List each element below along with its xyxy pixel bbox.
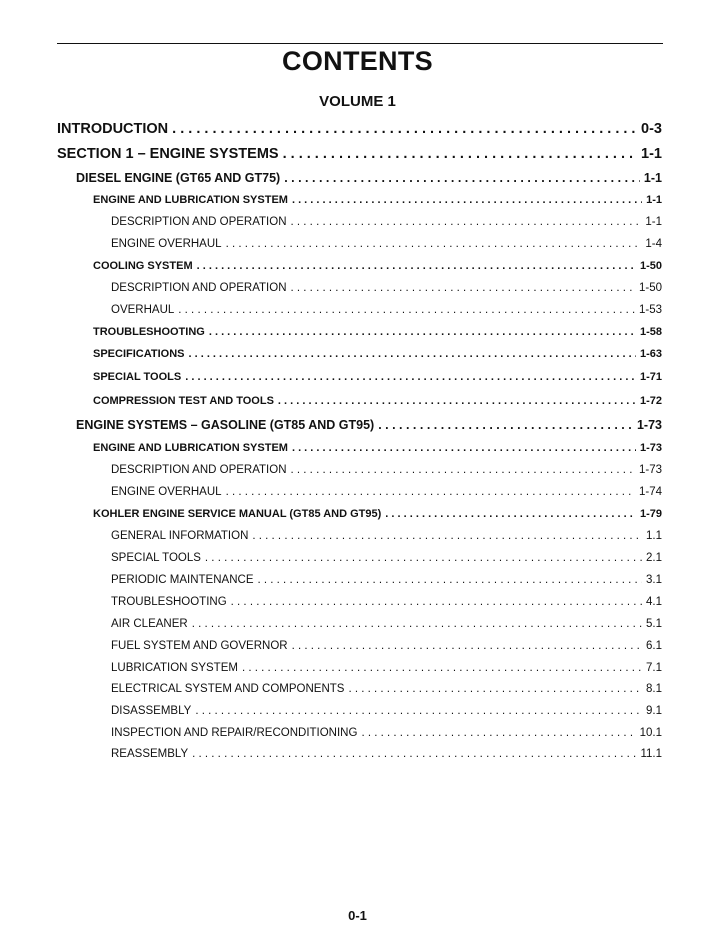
toc-entry[interactable] [111,552,662,564]
toc-leader-dots [242,662,642,674]
toc-entry-page: 1-73 [638,464,662,476]
toc-entry-label: OVERHAUL [111,304,175,316]
toc-entry-page: 1-1 [645,216,662,228]
toc-entry[interactable] [93,371,662,383]
toc-entry[interactable] [111,464,662,476]
toc-entry[interactable] [111,748,662,760]
toc-entry[interactable] [111,304,662,316]
toc-leader-dots [188,348,635,360]
toc-entry-page: 11.1 [640,748,662,760]
toc-entry-label: TROUBLESHOOTING [111,596,227,608]
toc-entry[interactable] [93,442,662,454]
toc-entry-label: ENGINE OVERHAUL [111,486,222,498]
toc-entry[interactable] [76,418,662,432]
toc-entry-page: 1-53 [638,304,662,316]
toc-leader-dots [284,171,640,185]
toc-entry-page: 1-58 [639,326,662,338]
toc-entry-label: ENGINE SYSTEMS – GASOLINE (GT85 AND GT95) [76,418,375,432]
toc-leader-dots [291,464,635,476]
toc-leader-dots [185,371,636,383]
toc-entry-label: DESCRIPTION AND OPERATION [111,282,287,294]
toc-leader-dots [192,748,636,760]
toc-entry-label: INSPECTION AND REPAIR/RECONDITIONING [111,727,358,739]
toc-entry-page: 1-1 [646,194,662,206]
toc-entry-label: DESCRIPTION AND OPERATION [111,464,287,476]
toc-entry-label: SPECIAL TOOLS [111,552,201,564]
volume-heading: VOLUME 1 [319,93,396,110]
toc-entry[interactable] [111,530,662,542]
page-number: 0-1 [348,908,367,923]
toc-entry[interactable] [111,596,662,608]
toc-entry-page: 9.1 [646,705,662,717]
toc-leader-dots [252,530,642,542]
toc-leader-dots [378,418,633,432]
toc-entry-label: PERIODIC MAINTENANCE [111,574,254,586]
toc-entry-page: 1-73 [636,418,662,432]
toc-leader-dots [278,395,636,407]
page-title: CONTENTS [282,46,433,76]
toc-entry[interactable] [111,574,662,586]
toc-entry[interactable] [111,683,662,695]
toc-entry-page: 1.1 [646,530,662,542]
toc-leader-dots [209,326,636,338]
toc-entry-label: DESCRIPTION AND OPERATION [111,216,287,228]
toc-entry-page: 7.1 [646,662,662,674]
toc-entry[interactable] [57,146,662,162]
toc-entry-page: 1-50 [639,260,662,272]
toc-entry-page: 1-4 [645,238,662,250]
toc-entry-page: 5.1 [646,618,662,630]
toc-entry-page: 1-73 [639,442,662,454]
toc-entry-page: 1-63 [639,348,662,360]
toc-entry-page: 6.1 [646,640,662,652]
toc-entry-page: 2.1 [646,552,662,564]
toc-entry-label: ENGINE OVERHAUL [111,238,222,250]
toc-leader-dots [348,683,642,695]
toc-leader-dots [258,574,643,586]
toc-entry-page: 1-1 [641,146,662,162]
toc-entry-page: 3.1 [646,574,662,586]
toc-entry-label: INTRODUCTION [57,121,169,137]
toc-entry-page: 4.1 [646,596,662,608]
toc-entry-label: COOLING SYSTEM [93,260,193,272]
toc-entry[interactable] [111,727,662,739]
toc-entry-page: 1-71 [639,371,662,383]
toc-entry-page: 1-50 [638,282,662,294]
toc-leader-dots [226,238,642,250]
toc-entry-label: TROUBLESHOOTING [93,326,205,338]
toc-entry[interactable] [93,326,662,338]
toc-leader-dots [361,727,635,739]
toc-leader-dots [226,486,635,498]
toc-leader-dots [292,442,636,454]
toc-entry[interactable] [93,260,662,272]
toc-entry[interactable] [93,395,662,407]
toc-entry-label: DISASSEMBLY [111,705,192,717]
toc-entry[interactable] [111,238,662,250]
toc-entry[interactable] [111,216,662,228]
toc-entry[interactable] [76,171,662,185]
toc-entry-page: 0-3 [641,121,662,137]
toc-leader-dots [192,618,642,630]
toc-entry-page: 1-1 [643,171,662,185]
toc-leader-dots [385,508,636,520]
toc-leader-dots [292,194,642,206]
toc-entry-label: COMPRESSION TEST AND TOOLS [93,395,274,407]
toc-entry-label: AIR CLEANER [111,618,188,630]
toc-entry[interactable] [111,705,662,717]
toc-entry-label: GENERAL INFORMATION [111,530,249,542]
toc-entry[interactable] [93,348,662,360]
toc-entry[interactable] [111,662,662,674]
toc-entry[interactable] [111,618,662,630]
toc-entry-page: 1-79 [639,508,662,520]
toc-entry-page: 10.1 [639,727,662,739]
toc-entry-label: ENGINE AND LUBRICATION SYSTEM [93,194,288,206]
toc-entry-label: FUEL SYSTEM AND GOVERNOR [111,640,288,652]
toc-leader-dots [197,260,636,272]
toc-entry-page: 8.1 [646,683,662,695]
toc-leader-dots [291,216,642,228]
toc-entry-label: ELECTRICAL SYSTEM AND COMPONENTS [111,683,345,695]
toc-leader-dots [205,552,642,564]
toc-leader-dots [172,121,637,137]
toc-entry-label: SPECIAL TOOLS [93,371,182,383]
toc-entry-label: ENGINE AND LUBRICATION SYSTEM [93,442,288,454]
toc-entry[interactable] [111,486,662,498]
toc-leader-dots [231,596,642,608]
toc-entry[interactable] [111,640,662,652]
toc-entry-label: LUBRICATION SYSTEM [111,662,238,674]
toc-leader-dots [195,705,642,717]
toc-leader-dots [291,282,635,294]
toc-entry-label: DIESEL ENGINE (GT65 AND GT75) [76,171,281,185]
toc-entry[interactable] [93,194,662,206]
toc-entry-label: REASSEMBLY [111,748,189,760]
toc-entry[interactable] [111,282,662,294]
toc-entry-label: KOHLER ENGINE SERVICE MANUAL (GT85 AND GT95) [93,508,382,520]
toc-leader-dots [283,146,637,162]
toc-entry-page: 1-72 [639,395,662,407]
toc-entry[interactable] [93,508,662,520]
toc-entry-label: SPECIFICATIONS [93,348,185,360]
toc-entry[interactable] [57,121,662,137]
toc-leader-dots [292,640,642,652]
toc-entry-page: 1-74 [638,486,662,498]
toc-entry-label: SECTION 1 – ENGINE SYSTEMS [57,146,279,162]
toc-leader-dots [178,304,635,316]
